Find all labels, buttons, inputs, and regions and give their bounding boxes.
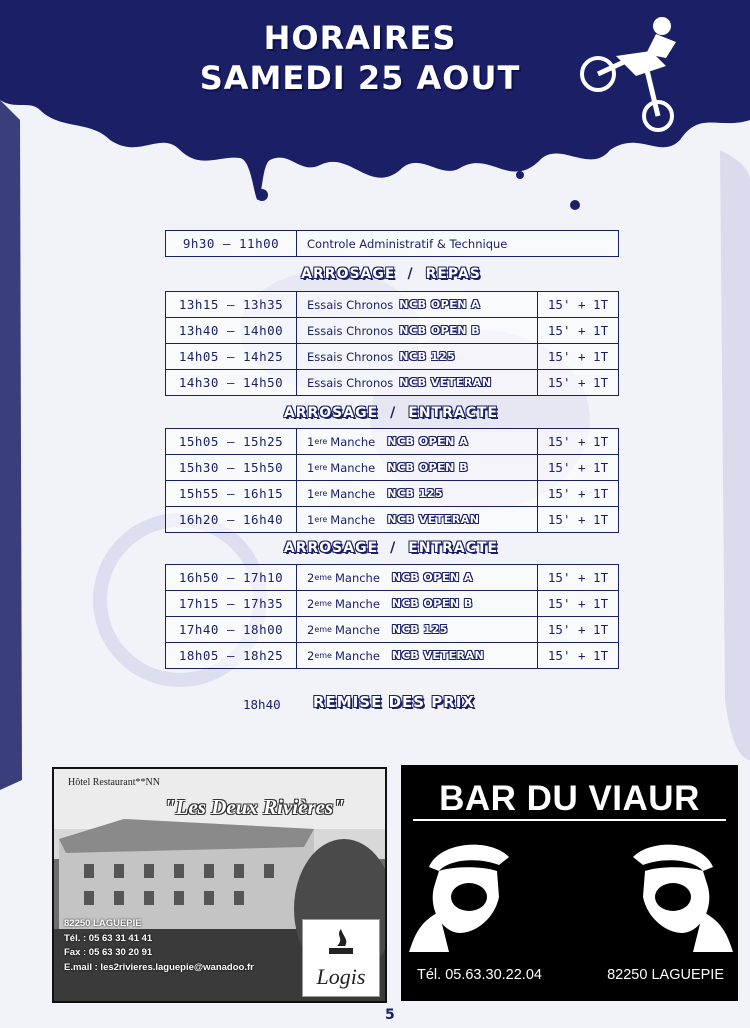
duration-cell: 15' + 1T xyxy=(547,323,609,338)
event-cell xyxy=(297,481,538,506)
manche-number: 1 xyxy=(307,486,315,501)
manche-suffix: eme xyxy=(314,573,332,582)
page-number: 5 xyxy=(385,1007,395,1023)
man-with-cap-icon xyxy=(623,827,733,957)
event-label: Manche xyxy=(334,648,380,663)
table-row xyxy=(166,565,618,590)
time-cell: 16h20 – 16h40 xyxy=(166,507,297,532)
prize-time: 18h40 xyxy=(243,697,281,712)
hotel-name: "Les Deux Rivières" xyxy=(164,795,345,819)
man-with-cap-icon xyxy=(409,827,519,957)
event-label: Manche xyxy=(330,460,376,475)
event-cell xyxy=(297,643,538,668)
band-arrosage-repas xyxy=(165,266,617,282)
time-cell: 17h15 – 17h35 xyxy=(166,591,297,616)
duration-cell: 15' + 1T xyxy=(547,648,609,663)
table-row xyxy=(166,642,618,668)
hotel-advert xyxy=(52,767,387,1003)
manche-number: 2 xyxy=(307,596,315,611)
table-row xyxy=(166,480,618,506)
time-cell: 9h30 – 11h00 xyxy=(166,231,297,256)
band-arrosage-entracte-2 xyxy=(165,540,617,556)
band-right: REPAS xyxy=(425,266,481,282)
event-cell xyxy=(297,292,538,317)
hotel-contact xyxy=(64,917,254,975)
band-left: ARROSAGE xyxy=(301,266,396,282)
logis-logo xyxy=(302,919,380,997)
page-title xyxy=(150,18,570,98)
category-label: NCB OPEN A xyxy=(387,435,469,448)
manche-suffix: ere xyxy=(314,463,328,472)
table-row xyxy=(166,454,618,480)
bar-advert xyxy=(401,765,738,1001)
event-cell xyxy=(297,617,538,642)
manche-number: 1 xyxy=(307,512,315,527)
duration-cell: 15' + 1T xyxy=(547,512,609,527)
event-cell xyxy=(297,429,538,454)
divider xyxy=(413,819,726,821)
fireplace-icon xyxy=(325,926,357,956)
event-cell xyxy=(297,318,538,343)
time-cell: 13h15 – 13h35 xyxy=(166,292,297,317)
event-cell xyxy=(297,344,538,369)
event-label: Essais Chronos xyxy=(307,375,394,390)
event-cell: Controle Administratif & Technique xyxy=(307,236,508,251)
logis-brand: Logis xyxy=(316,964,366,989)
event-label: Manche xyxy=(334,622,380,637)
category-label: NCB OPEN B xyxy=(391,597,473,610)
duration-cell: 15' + 1T xyxy=(547,596,609,611)
time-cell: 15h55 – 16h15 xyxy=(166,481,297,506)
table-row xyxy=(166,506,618,532)
event-cell xyxy=(297,565,538,590)
event-label: Manche xyxy=(334,596,380,611)
event-label: Essais Chronos xyxy=(307,297,394,312)
category-label: NCB VETERAN xyxy=(391,649,485,662)
event-cell xyxy=(297,507,538,532)
schedule-admin xyxy=(165,230,619,257)
time-cell: 14h05 – 14h25 xyxy=(166,344,297,369)
event-cell xyxy=(297,370,538,395)
manche-suffix: ere xyxy=(314,515,328,524)
event-label: Manche xyxy=(330,512,376,527)
band-sep: / xyxy=(390,405,397,421)
band-left: ARROSAGE xyxy=(283,540,379,556)
manche-suffix: ere xyxy=(314,489,328,498)
table-row xyxy=(166,429,618,454)
manche-number: 1 xyxy=(307,434,315,449)
time-cell: 13h40 – 14h00 xyxy=(166,318,297,343)
bar-city: 82250 LAGUEPIE xyxy=(607,967,724,983)
band-right: ENTRACTE xyxy=(408,405,499,421)
event-label: Manche xyxy=(334,570,380,585)
duration-cell: 15' + 1T xyxy=(547,460,609,475)
duration-cell: 15' + 1T xyxy=(547,375,609,390)
duration-cell: 15' + 1T xyxy=(547,622,609,637)
manche-number: 2 xyxy=(307,570,315,585)
duration-cell: 15' + 1T xyxy=(547,434,609,449)
manche-number: 2 xyxy=(307,622,315,637)
manche-suffix: ere xyxy=(314,437,328,446)
event-cell xyxy=(297,591,538,616)
table-row xyxy=(166,317,618,343)
manche-suffix: eme xyxy=(314,625,332,634)
schedule-manche-2 xyxy=(165,564,619,669)
motocross-rider-icon xyxy=(576,6,696,134)
manche-suffix: eme xyxy=(314,599,332,608)
title-line-1: HORAIRES xyxy=(263,19,457,57)
hotel-fax: Fax : 05 63 30 20 91 xyxy=(64,947,153,958)
time-cell: 14h30 – 14h50 xyxy=(166,370,297,395)
category-label: NCB OPEN A xyxy=(391,571,473,584)
hotel-email: E.mail : les2rivieres.laguepie@wanadoo.fr xyxy=(64,961,254,973)
hotel-category: Hôtel Restaurant**NN xyxy=(68,777,160,788)
band-right: ENTRACTE xyxy=(408,540,499,556)
time-cell: 17h40 – 18h00 xyxy=(166,617,297,642)
duration-cell: 15' + 1T xyxy=(547,297,609,312)
duration-cell: 15' + 1T xyxy=(547,570,609,585)
table-row xyxy=(166,343,618,369)
hotel-phone: Tél. : 05 63 31 41 41 xyxy=(64,932,153,944)
band-arrosage-entracte-1 xyxy=(165,405,617,421)
band-sep: / xyxy=(407,266,414,282)
duration-cell: 15' + 1T xyxy=(547,486,609,501)
time-cell: 18h05 – 18h25 xyxy=(166,643,297,668)
manche-suffix: eme xyxy=(314,651,332,660)
time-cell: 15h30 – 15h50 xyxy=(166,455,297,480)
bar-name: BAR DU VIAUR xyxy=(439,779,700,818)
manche-number: 2 xyxy=(307,648,315,663)
band-left: ARROSAGE xyxy=(283,405,379,421)
duration-cell: 15' + 1T xyxy=(547,349,609,364)
table-row xyxy=(166,231,618,256)
table-row xyxy=(166,616,618,642)
hotel-postcode: 82250 LAGUEPIE xyxy=(64,918,142,929)
time-cell: 16h50 – 17h10 xyxy=(166,565,297,590)
category-label: NCB 125 xyxy=(387,487,444,500)
category-label: NCB OPEN A xyxy=(399,298,481,311)
event-label: Manche xyxy=(330,486,376,501)
category-label: NCB VETERAN xyxy=(399,376,492,389)
event-label: Essais Chronos xyxy=(307,323,394,338)
schedule-manche-1 xyxy=(165,428,619,533)
category-label: NCB 125 xyxy=(391,623,448,636)
table-row xyxy=(166,590,618,616)
category-label: NCB OPEN B xyxy=(387,461,469,474)
category-label: NCB OPEN B xyxy=(399,324,481,337)
prize-label: REMISE DES PRIX xyxy=(313,693,475,711)
table-row xyxy=(166,369,618,395)
event-label: Essais Chronos xyxy=(307,349,394,364)
table-row xyxy=(166,292,618,317)
time-cell: 15h05 – 15h25 xyxy=(166,429,297,454)
band-sep: / xyxy=(390,540,397,556)
event-label: Manche xyxy=(330,434,376,449)
manche-number: 1 xyxy=(307,460,315,475)
title-line-2: SAMEDI 25 AOUT xyxy=(199,59,521,97)
bar-phone: Tél. 05.63.30.22.04 xyxy=(417,967,542,983)
schedule-essais xyxy=(165,291,619,396)
category-label: NCB 125 xyxy=(399,350,456,363)
event-cell xyxy=(297,455,538,480)
category-label: NCB VETERAN xyxy=(387,513,480,526)
